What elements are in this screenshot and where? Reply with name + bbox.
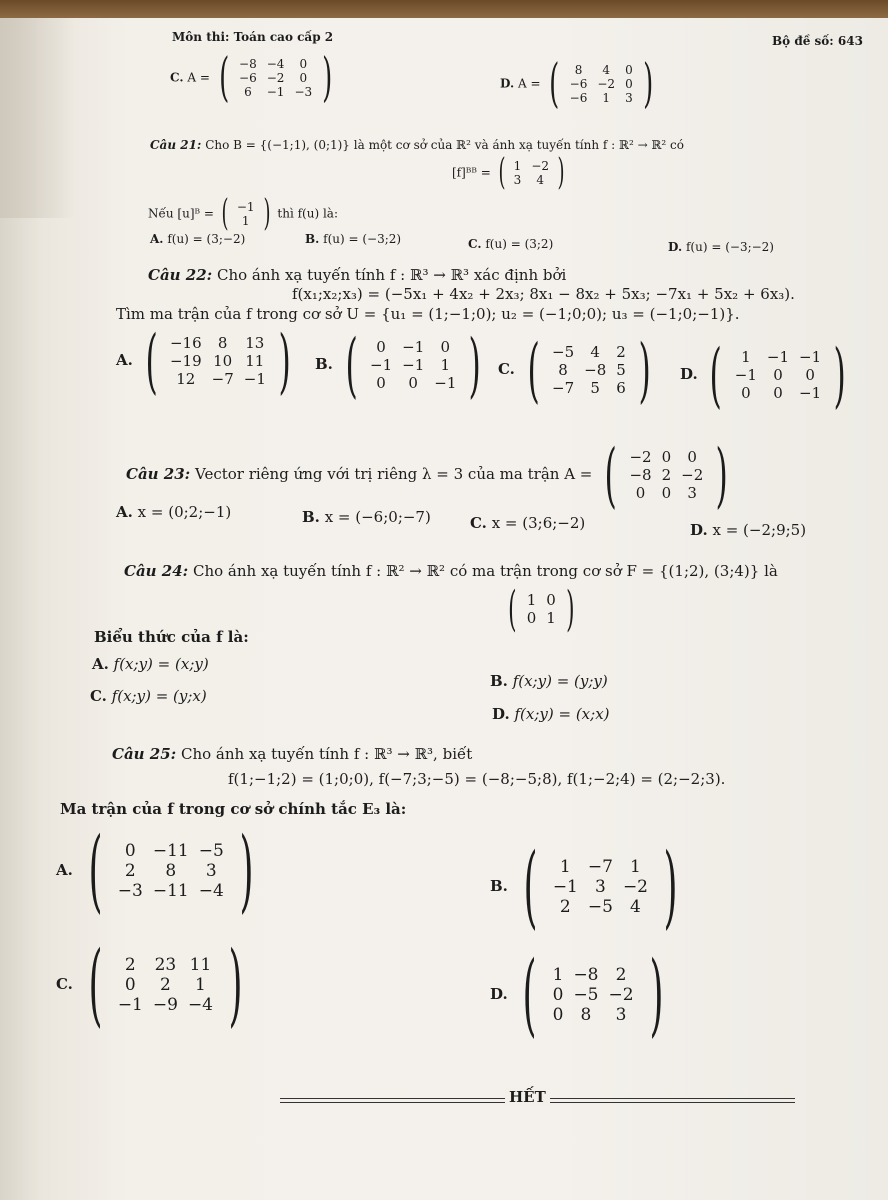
matrix-row	[548, 857, 653, 877]
matrix-cell: 12	[176, 370, 196, 388]
q25-formula: f(1;−1;2) = (1;0;0), f(−7;3;−5) = (−8;−5;8), f(1;−2;4) = (2;−2;3).	[228, 770, 726, 788]
q21-condition: Nếu [u]ᴮ = ( −1 1 ) thì f(u) là:	[148, 193, 338, 234]
q23-stem: Câu 23: Vector riêng ứng với trị riêng λ = 3 của ma trận A = ( −2 0 0 −8 2 −2 0 0 3 )	[126, 434, 729, 516]
matrix-row	[548, 877, 653, 897]
end-label: HẾT	[505, 1088, 550, 1106]
matrix-row	[565, 63, 638, 77]
matrix-row	[165, 352, 271, 370]
matrix-cell: 0	[124, 975, 136, 995]
matrix-cell: 0	[552, 1005, 564, 1025]
matrix-row	[730, 366, 826, 384]
matrix-cell: 6	[616, 379, 626, 397]
matrix-row	[365, 338, 461, 356]
q23-option-a: A. x = (0;2;−1)	[116, 503, 232, 521]
matrix-cell: −1	[402, 356, 425, 374]
matrix-row	[730, 348, 826, 366]
matrix-cell: 8	[558, 361, 568, 379]
matrix-cell: 3	[625, 91, 633, 105]
matrix-cell: 0	[773, 366, 783, 384]
matrix-row	[234, 71, 317, 85]
q20-c-matrix: ( −8 −4 0 −6 −2 0 6 −1 −3 )	[218, 48, 333, 108]
matrix-cell: 1	[195, 975, 206, 995]
matrix-cell: 2	[661, 466, 672, 484]
matrix-cell: −1	[402, 338, 425, 356]
page-binding-shadow	[0, 18, 75, 218]
matrix-cell: 11	[245, 352, 265, 370]
matrix-cell: 8	[165, 861, 177, 881]
q22-option-d: D. ( 1 −1 −1 −1 0 0 0 0 −1 )	[680, 334, 846, 416]
matrix-row	[624, 448, 708, 466]
matrix-cell: −8	[629, 466, 652, 484]
matrix-cell: 8	[574, 63, 583, 77]
matrix-row	[522, 609, 561, 627]
matrix-cell: −7	[211, 370, 234, 388]
matrix-cell: 0	[661, 448, 672, 466]
matrix-cell: −19	[169, 352, 202, 370]
matrix-cell: 0	[124, 841, 136, 861]
matrix-cell: −1	[236, 200, 255, 214]
matrix-cell: 2	[159, 975, 171, 995]
matrix-row	[113, 975, 218, 995]
q22-formula: f(x₁;x₂;x₃) = (−5x₁ + 4x₂ + 2x₃; 8x₁ − 8x₂ + 5x₃; −7x₁ + 5x₂ + 6x₃).	[292, 285, 795, 303]
q22-option-c: C. ( −5 4 2 8 −8 5 −7 5 6 )	[498, 329, 651, 411]
q22-option-a: A. ( −16 8 13 −19 10 11 12 −7 −1 )	[116, 320, 291, 402]
matrix-row	[548, 1005, 639, 1025]
matrix-cell: −1	[370, 356, 393, 374]
q25-option-a: A. ( 0 −11 −5 2 8 3 −3 −11 −4 )	[56, 818, 254, 923]
matrix-cell: 0	[552, 985, 564, 1005]
matrix-cell: 1	[741, 348, 751, 366]
matrix-cell: 4	[630, 897, 641, 917]
matrix-cell: 0	[526, 609, 537, 627]
matrix-cell: 0	[546, 591, 556, 609]
matrix-cell: 1	[552, 965, 564, 985]
matrix-row	[509, 173, 554, 187]
matrix-cell: −1	[243, 370, 266, 388]
matrix-cell: 0	[773, 384, 783, 402]
matrix-row	[547, 343, 631, 361]
matrix-row	[113, 955, 218, 975]
matrix-cell: −2	[597, 77, 616, 91]
matrix-cell: 2	[615, 965, 627, 985]
q25-stem: Câu 25: Cho ánh xạ tuyến tính f : ℝ³ → ℝ³, biết	[112, 745, 473, 763]
matrix-row	[232, 200, 260, 214]
matrix-cell: −4	[198, 881, 224, 901]
matrix-cell: −11	[152, 841, 189, 861]
matrix-cell: −1	[734, 366, 757, 384]
q21-option-d: D. f(u) = (−3;−2)	[668, 240, 774, 254]
matrix-row	[165, 334, 271, 352]
matrix-cell: 1	[513, 159, 522, 173]
subject-title: Môn thi: Toán cao cấp 2	[172, 30, 334, 44]
matrix-cell: 0	[805, 366, 815, 384]
matrix-cell: 0	[440, 338, 451, 356]
matrix-cell: 1	[559, 857, 571, 877]
matrix-cell: −8	[239, 57, 257, 71]
matrix-cell: −1	[799, 348, 822, 366]
matrix-row	[165, 370, 271, 388]
matrix-cell: 3	[687, 484, 697, 502]
matrix-cell: 0	[625, 77, 633, 91]
matrix-cell: 10	[213, 352, 233, 370]
matrix-cell: −1	[766, 348, 790, 366]
matrix-row	[565, 91, 638, 105]
matrix-cell: −3	[294, 85, 313, 99]
matrix-row	[113, 881, 229, 901]
q24-option-c: C. f(x;y) = (y;x)	[90, 687, 207, 705]
q24-option-b: B. f(x;y) = (y;y)	[490, 672, 608, 690]
matrix-cell: −5	[573, 985, 599, 1005]
matrix-row	[565, 77, 638, 91]
matrix-cell: 3	[513, 173, 522, 187]
q25-option-c: C. ( 2 23 11 0 2 1 −1 −9 −4 )	[56, 932, 243, 1037]
matrix-row	[234, 57, 317, 71]
matrix-cell: −7	[552, 379, 575, 397]
matrix-cell: 6	[244, 85, 252, 99]
q21-option-b: B. f(u) = (−3;2)	[305, 232, 402, 246]
matrix-cell: −4	[266, 57, 285, 71]
matrix-cell: −1	[434, 374, 457, 392]
matrix-cell: 0	[741, 384, 751, 402]
matrix-cell: 0	[408, 374, 418, 392]
matrix-row	[730, 384, 826, 402]
matrix-cell: −5	[198, 841, 224, 861]
q20-option-d: D. A = ( 8 4 0 −6 −2 0 −6 1 3 )	[500, 58, 658, 110]
matrix-cell: −2	[266, 71, 285, 85]
matrix-cell: 2	[559, 897, 571, 917]
table-edge	[0, 0, 888, 18]
q25-option-b: B. ( 1 −7 1 −1 3 −2 2 −5 4 )	[490, 834, 678, 939]
matrix-cell: 23	[154, 955, 177, 975]
matrix-cell: −1	[552, 877, 578, 897]
matrix-cell: −9	[152, 995, 178, 1015]
matrix-cell: 3	[594, 877, 606, 897]
matrix-cell: −6	[239, 71, 257, 85]
q20-option-c: C. A = ( −8 −4 0 −6 −2 0 6 −1 −3 )	[170, 52, 337, 104]
q21-option-c: C. f(u) = (3;2)	[468, 237, 554, 251]
q21-stem: Câu 21: Cho B = {(−1;1), (0;1)} là một cơ sở của ℝ² và ánh xạ tuyến tính f : ℝ² → ℝ² có	[150, 138, 684, 152]
matrix-cell: 0	[376, 374, 386, 392]
matrix-cell: −2	[622, 877, 648, 897]
matrix-cell: 0	[299, 71, 308, 85]
q21-option-a: A. f(u) = (3;−2)	[150, 232, 246, 246]
matrix-cell: −11	[152, 881, 189, 901]
matrix-cell: −6	[569, 91, 588, 105]
matrix-cell: 5	[616, 361, 626, 379]
matrix-row	[547, 361, 631, 379]
q25-question: Ma trận của f trong cơ sở chính tắc E₃ là:	[60, 800, 407, 818]
matrix-cell: −2	[629, 448, 652, 466]
q20-d-matrix: ( 8 4 0 −6 −2 0 −6 1 3 )	[549, 54, 653, 114]
matrix-cell: 3	[615, 1005, 627, 1025]
q22-option-b: B. ( 0 −1 0 −1 −1 1 0 0 −1 )	[315, 324, 482, 406]
matrix-cell: 8	[217, 334, 228, 352]
matrix-cell: 0	[661, 484, 672, 502]
matrix-cell: −3	[117, 881, 143, 901]
matrix-cell: 4	[536, 173, 544, 187]
matrix-cell: −2	[531, 159, 550, 173]
matrix-row	[548, 897, 653, 917]
matrix-cell: −4	[187, 995, 213, 1015]
matrix-row	[365, 356, 461, 374]
q24-option-d: D. f(x;y) = (x;x)	[492, 705, 610, 723]
matrix-row	[232, 214, 260, 228]
matrix-cell: 1	[526, 591, 537, 609]
matrix-cell: 0	[687, 448, 697, 466]
matrix-cell: 2	[124, 861, 136, 881]
matrix-cell: 3	[205, 861, 217, 881]
matrix-cell: 2	[616, 343, 626, 361]
q24-matrix: ( 1 0 0 1 )	[508, 581, 575, 637]
matrix-cell: 4	[590, 343, 600, 361]
q24-stem: Câu 24: Cho ánh xạ tuyến tính f : ℝ² → ℝ² có ma trận trong cơ sở F = {(1;2), (3;4)} là	[124, 562, 778, 580]
matrix-cell: 1	[241, 214, 250, 228]
matrix-row	[548, 985, 639, 1005]
matrix-cell: 4	[602, 63, 611, 77]
matrix-cell: 1	[630, 857, 641, 877]
matrix-cell: 0	[376, 338, 386, 356]
matrix-cell: −5	[552, 343, 575, 361]
exam-code: Bộ đề số: 643	[772, 34, 863, 48]
q24-option-a: A. f(x;y) = (x;y)	[92, 655, 209, 673]
matrix-row	[113, 861, 229, 881]
matrix-row	[522, 591, 561, 609]
q22-stem: Câu 22: Cho ánh xạ tuyến tính f : ℝ³ → ℝ³ xác định bởi	[148, 266, 567, 284]
q24-question: Biểu thức của f là:	[94, 628, 249, 646]
matrix-cell: 1	[602, 91, 611, 105]
matrix-cell: −16	[169, 334, 202, 352]
matrix-cell: −8	[573, 965, 599, 985]
matrix-cell: −6	[569, 77, 588, 91]
matrix-cell: 0	[635, 484, 646, 502]
q23-option-d: D. x = (−2;9;5)	[690, 521, 807, 539]
matrix-cell: −1	[266, 85, 285, 99]
matrix-cell: −5	[587, 897, 613, 917]
matrix-cell: −8	[584, 361, 607, 379]
matrix-cell: 5	[590, 379, 600, 397]
matrix-cell: 2	[124, 955, 136, 975]
q21-matrix-line: [f]ᴮᴮ = ( 1 −2 3 4 )	[452, 152, 565, 193]
matrix-cell: 8	[580, 1005, 592, 1025]
matrix-row	[547, 379, 631, 397]
matrix-cell: 13	[245, 334, 265, 352]
q25-option-d: D. ( 1 −8 2 0 −5 −2 0 8 3 )	[490, 942, 664, 1047]
q22-question: Tìm ma trận của f trong cơ sở U = {u₁ = (1;−1;0); u₂ = (−1;0;0); u₃ = (−1;0;−1)}.	[116, 305, 740, 323]
matrix-cell: −2	[681, 466, 704, 484]
matrix-cell: 0	[625, 63, 633, 77]
q23-option-b: B. x = (−6;0;−7)	[302, 508, 431, 526]
matrix-cell: −1	[799, 384, 822, 402]
matrix-row	[548, 965, 639, 985]
matrix-row	[234, 85, 317, 99]
matrix-row	[113, 995, 218, 1015]
matrix-cell: −7	[587, 857, 613, 877]
matrix-cell: 1	[440, 356, 451, 374]
q23-option-c: C. x = (3;6;−2)	[470, 514, 586, 532]
matrix-row	[624, 484, 708, 502]
matrix-row	[624, 466, 708, 484]
matrix-cell: −1	[117, 995, 143, 1015]
matrix-cell: 1	[546, 609, 556, 627]
matrix-row	[365, 374, 461, 392]
matrix-cell: −2	[608, 985, 634, 1005]
matrix-row	[113, 841, 229, 861]
matrix-cell: 0	[299, 57, 308, 71]
matrix-cell: 11	[189, 955, 212, 975]
matrix-row	[509, 159, 554, 173]
